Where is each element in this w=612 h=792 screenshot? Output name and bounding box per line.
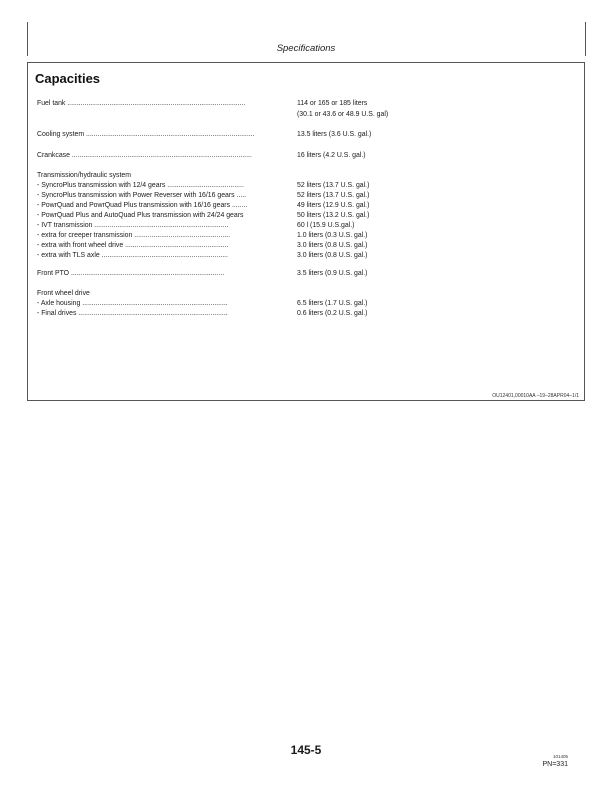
spec-label: - extra with TLS axle .................................................................. [37, 252, 228, 259]
spec-row-front-pto [37, 269, 577, 279]
spec-label: - PowrQuad and PowrQuad Plus transmission with 16/16 gears ........ [37, 202, 248, 209]
spec-value: 1.0 liters (0.3 U.S. gal.) [297, 232, 368, 239]
spec-value: 3.0 liters (0.8 U.S. gal.) [297, 252, 368, 259]
spec-row-transmission [37, 251, 577, 261]
spec-row-cooling [37, 130, 577, 140]
page-number: 145-5 [290, 743, 322, 757]
spec-row-transmission [37, 231, 577, 241]
spec-value: 52 liters (13.7 U.S. gal.) [297, 192, 370, 199]
spec-value: 6.5 liters (1.7 U.S. gal.) [297, 300, 368, 307]
group-heading-front-wheel-drive: Front wheel drive [37, 290, 90, 297]
spec-row-axle-housing [37, 299, 577, 309]
spec-row-fuel-tank-2 [37, 110, 577, 120]
spec-label: - IVT transmission ...................................................................... [37, 222, 229, 229]
spec-label: - extra for creeper transmission .................................................. [37, 232, 230, 239]
document-reference-code: OU12401,00010AA –19–28APR04–1/1 [492, 393, 579, 399]
spec-label: - Final drives .............................................................................. [37, 310, 228, 317]
spec-value: 50 liters (13.2 U.S. gal.) [297, 212, 370, 219]
spec-value: (30.1 or 43.6 or 48.9 U.S. gal) [297, 111, 389, 118]
spec-label: Crankcase .............................................................................................. [37, 152, 252, 159]
spec-value: 3.5 liters (0.9 U.S. gal.) [297, 270, 368, 277]
spec-label: Front PTO ................................................................................ [37, 270, 225, 277]
spec-value: 49 liters (12.9 U.S. gal.) [297, 202, 370, 209]
spec-label: - SyncroPlus transmission with Power Reverser with 16/16 gears ..... [37, 192, 247, 199]
spec-row-transmission [37, 191, 577, 201]
spec-value: 0.6 liters (0.2 U.S. gal.) [297, 310, 368, 317]
spec-value: 52 liters (13.7 U.S. gal.) [297, 182, 370, 189]
spec-value: 16 liters (4.2 U.S. gal.) [297, 152, 366, 159]
page-header-title: Specifications [276, 43, 336, 54]
spec-row-final-drives [37, 309, 577, 319]
spec-label: - PowrQuad Plus and AutoQuad Plus transmission with 24/24 gears [37, 212, 244, 219]
spec-row-transmission [37, 201, 577, 211]
spec-label: - extra with front wheel drive ...................................................... [37, 242, 229, 249]
spec-row-transmission [37, 241, 577, 251]
spec-value: 114 or 165 or 185 liters [297, 100, 368, 107]
pn-number: PN=331 [542, 761, 568, 768]
spec-value: 13.5 liters (3.6 U.S. gal.) [297, 131, 372, 138]
spec-value: 60 l (15.9 U.S.gal.) [297, 222, 355, 229]
spec-label: Cooling system ........................................................................................ [37, 131, 255, 138]
print-code: 101405 [552, 754, 568, 759]
spec-value: 3.0 liters (0.8 U.S. gal.) [297, 242, 368, 249]
spec-label: Fuel tank ............................................................................................. [37, 100, 246, 107]
group-heading-transmission: Transmission/hydraulic system [37, 172, 131, 179]
spec-row-transmission [37, 221, 577, 231]
spec-row-fuel-tank [37, 99, 577, 109]
spec-label: - SyncroPlus transmission with 12/4 gears ........................................ [37, 182, 244, 189]
spec-row-transmission [37, 181, 577, 191]
spec-row-transmission [37, 211, 577, 221]
spec-row-crankcase [37, 151, 577, 161]
spec-label: - Axle housing ............................................................................ [37, 300, 228, 307]
section-title: Capacities [35, 71, 101, 86]
